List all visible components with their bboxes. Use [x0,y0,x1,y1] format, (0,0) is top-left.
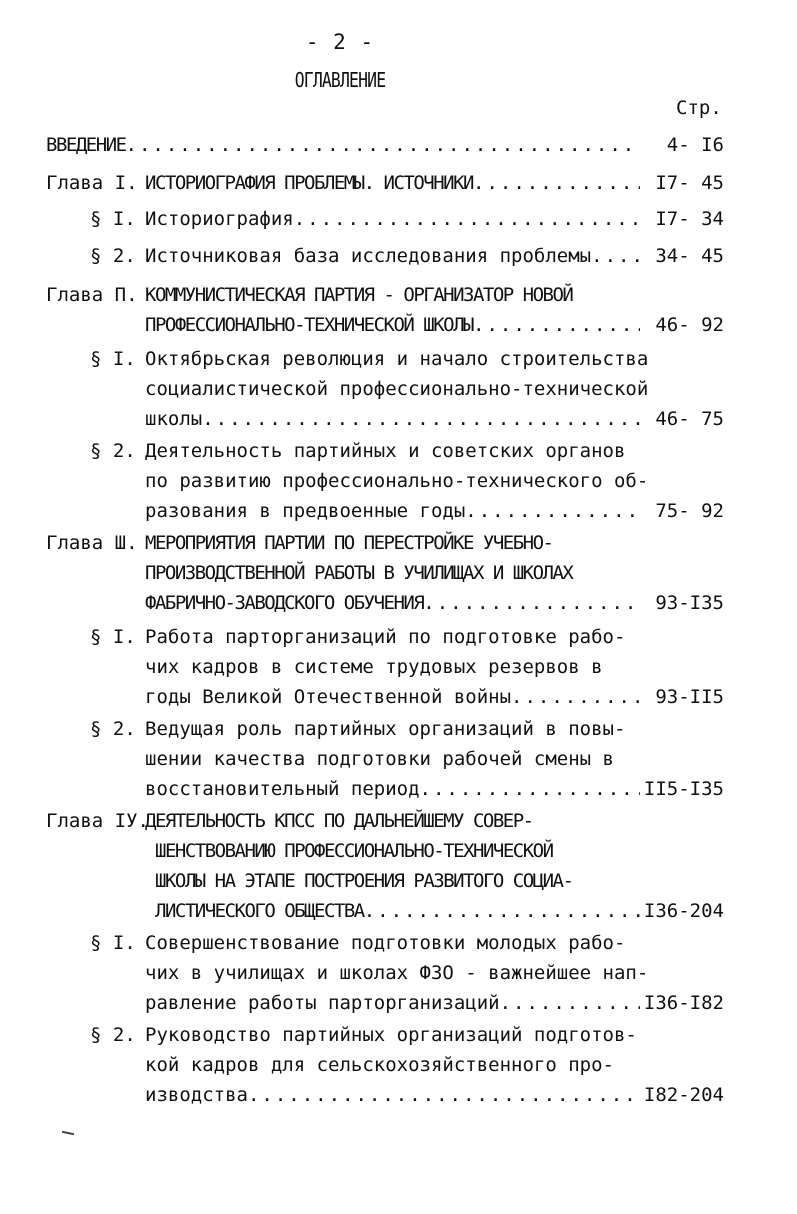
toc-line-text: КОММУНИСТИЧЕСКАЯ ПАРТИЯ - ОРГАНИЗАТОР НОВОЙ [145,284,573,306]
toc-line-text: ВВЕДЕНИЕ [46,134,126,156]
section-label: § I. [90,626,136,648]
scan-mark [62,1131,74,1135]
dot-leader [465,498,640,524]
page-range: I36-I82 [643,992,724,1014]
page-range: I36-204 [643,900,724,922]
toc-line-text: ПРОИЗВОДСТВЕННОЙ РАБОТЫ В УЧИЛИЩАХ И ШКОЛАХ [145,562,573,584]
toc-line-text: Работа парторганизаций по подготовке рабо- [145,626,626,648]
page-range: II5-I35 [643,778,724,800]
toc-line-with-leader [145,990,640,1016]
toc-line-text: социалистической профессионально-технической [145,378,649,400]
toc-line-text: восстановительный период [145,778,420,800]
toc-line-text: ИСТОРИОГРАФИЯ ПРОБЛЕМЫ. ИСТОЧНИКИ [145,172,473,194]
toc-line-text: Источниковая база исследования проблемы [145,245,592,267]
dot-leader [202,406,640,432]
toc-line-text: ЛИСТИЧЕСКОГО ОБЩЕСТВА [155,900,364,922]
dot-leader [364,898,640,924]
page-range: I7- 45 [655,172,724,194]
dot-leader [473,312,640,338]
section-label: § 2. [90,1024,136,1046]
dot-leader [500,990,640,1016]
section-label: § 2. [90,245,136,267]
toc-line-text: чих в училищах и школах ФЗО - важнейшее нап- [145,962,649,984]
section-label: § I. [90,932,136,954]
toc-line-text: ШКОЛЫ НА ЭТАПЕ ПОСТРОЕНИЯ РАЗВИТОГО СОЦИА- [155,870,573,892]
toc-line-with-leader [145,498,640,524]
toc-line-text: чих кадров в системе трудовых резервов в [145,656,603,678]
page-range: 46- 92 [655,314,724,336]
toc-line-text: Совершенствование подготовки молодых рабо- [145,932,626,954]
toc-line-text: Ведущая роль партийных организаций в повы- [145,718,626,740]
chapter-label: Глава П. [46,284,138,306]
toc-line-text: разования в предвоенные годы [145,500,466,522]
chapter-label: Глава I. [46,172,138,194]
page-range: 46- 75 [655,408,724,430]
dot-leader [511,684,640,710]
dot-leader [294,206,640,232]
toc-line-text: Историография [145,208,294,230]
dot-leader [473,170,640,196]
dot-leader [591,243,640,269]
chapter-label: Глава Ш. [46,532,138,554]
toc-line-text: ПРОФЕССИОНАЛЬНО-ТЕХНИЧЕСКОЙ ШКОЛЫ [145,314,473,336]
dot-leader [126,132,640,158]
toc-line-with-leader [145,776,640,802]
toc-line-with-leader [145,312,640,338]
section-label: § I. [90,348,136,370]
page-range: 93-II5 [655,686,724,708]
toc-line-text: годы Великой Отечественной войны [145,686,512,708]
toc-line-text: Деятельность партийных и советских органов [145,440,626,462]
toc-line-with-leader [145,590,640,616]
toc-line-text: шении качества подготовки рабочей смены в [145,748,614,770]
toc-line-text: МЕРОПРИЯТИЯ ПАРТИИ ПО ПЕРЕСТРОЙКЕ УЧЕБНО- [145,532,553,554]
toc-line-text: Октябрьская революция и начало строительства [145,348,649,370]
toc-line-text: изводства [145,1084,248,1106]
toc-line-with-leader [145,406,640,432]
page-range: 75- 92 [655,500,724,522]
page-range: 93-I35 [655,592,724,614]
toc-line-with-leader [46,132,640,158]
dot-leader [420,776,640,802]
toc-line-with-leader [145,684,640,710]
page-range: I7- 34 [655,208,724,230]
dot-leader [423,590,640,616]
page-title: ОГЛАВЛЕНИЕ [294,68,386,92]
section-label: § 2. [90,718,136,740]
section-label: § I. [90,208,136,230]
page-range: 34- 45 [655,245,724,267]
page-column-label: Стр. [676,97,722,119]
page-number: - 2 - [305,30,375,54]
dot-leader [248,1082,640,1108]
toc-line-with-leader [155,898,640,924]
toc-line-text: ШЕНСТВОВАНИЮ ПРОФЕССИОНАЛЬНО-ТЕХНИЧЕСКОЙ [155,840,553,862]
section-label: § 2. [90,440,136,462]
toc-line-text: кой кадров для сельскохозяйственного про- [145,1054,614,1076]
toc-line-text: ДЕЯТЕЛЬНОСТЬ КПСС ПО ДАЛЬНЕЙШЕМУ СОВЕР- [145,810,533,832]
toc-line-with-leader [145,170,640,196]
toc-line-with-leader [145,206,640,232]
chapter-label: Глава IУ. [46,810,149,832]
toc-line-text: равление работы парторганизаций [145,992,500,1014]
toc-line-text: Руководство партийных организаций подготов- [145,1024,637,1046]
toc-line-text: по развитию профессионально-технического об- [145,470,649,492]
toc-line-with-leader [145,1082,640,1108]
toc-line-text: школы [145,408,203,430]
toc-line-with-leader [145,243,640,269]
page-range: I82-204 [643,1084,724,1106]
page-range: 4- I6 [666,134,724,156]
toc-line-text: ФАБРИЧНО-ЗАВОДСКОГО ОБУЧЕНИЯ [145,592,424,614]
